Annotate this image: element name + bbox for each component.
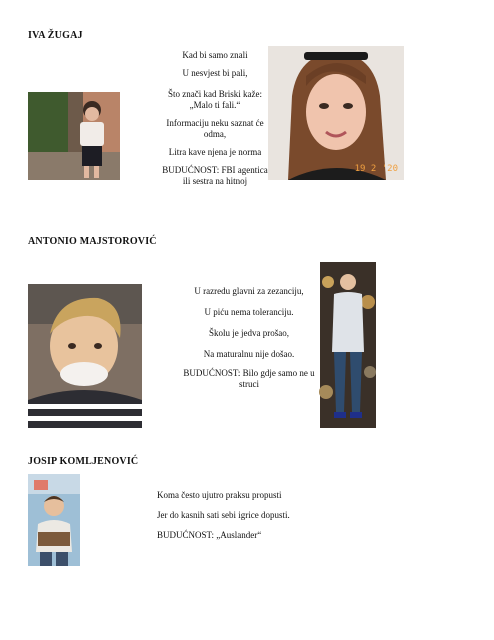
childhood-photo-josip [28, 474, 80, 566]
childhood-photo-antonio [28, 284, 142, 428]
verse-line: Na maturalnu nije došao. [203, 349, 295, 359]
verse-line: BUDUĆNOST: FBI agentica ili sestra na hitnoj [162, 165, 268, 186]
verse-line: Koma često ujutro praksu propusti [157, 490, 282, 500]
verse-josip [157, 490, 357, 548]
photo-date-stamp: 19 2 '20 [354, 164, 398, 174]
verse-line: Litra kave njena je norma [168, 147, 262, 157]
verse-line: Informaciju neku saznat će odma, [166, 118, 264, 139]
portrait-photo-antonio [320, 262, 376, 428]
student-name-iva: IVA ŽUGAJ [28, 30, 83, 41]
verse-line: U nesvjest bi pali, [182, 68, 248, 78]
childhood-photo-iva [28, 92, 120, 180]
verse-line: Kad bi samo znali [182, 50, 248, 60]
student-name-josip: JOSIP KOMLJENOVIĆ [28, 456, 139, 467]
verse-line: Što znači kad Briski kaže: „Malo ti fali.“ [168, 89, 262, 110]
verse-line: BUDUĆNOST: Bilo gdje samo ne u struci [183, 368, 315, 389]
verse-line: Jer do kasnih sati sebi igrice dopusti. [157, 510, 290, 520]
portrait-photo-iva [268, 46, 404, 180]
verse-line: Školu je jedva prošao, [209, 328, 289, 338]
verse-antonio [176, 286, 322, 389]
verse-line: U piću nema toleranciju. [204, 307, 294, 317]
student-name-antonio: ANTONIO MAJSTOROVIĆ [28, 236, 157, 247]
verse-iva [160, 50, 270, 194]
verse-line: BUDUĆNOST: „Auslander“ [157, 530, 262, 540]
verse-line: U razredu glavni za zezanciju, [194, 286, 304, 296]
